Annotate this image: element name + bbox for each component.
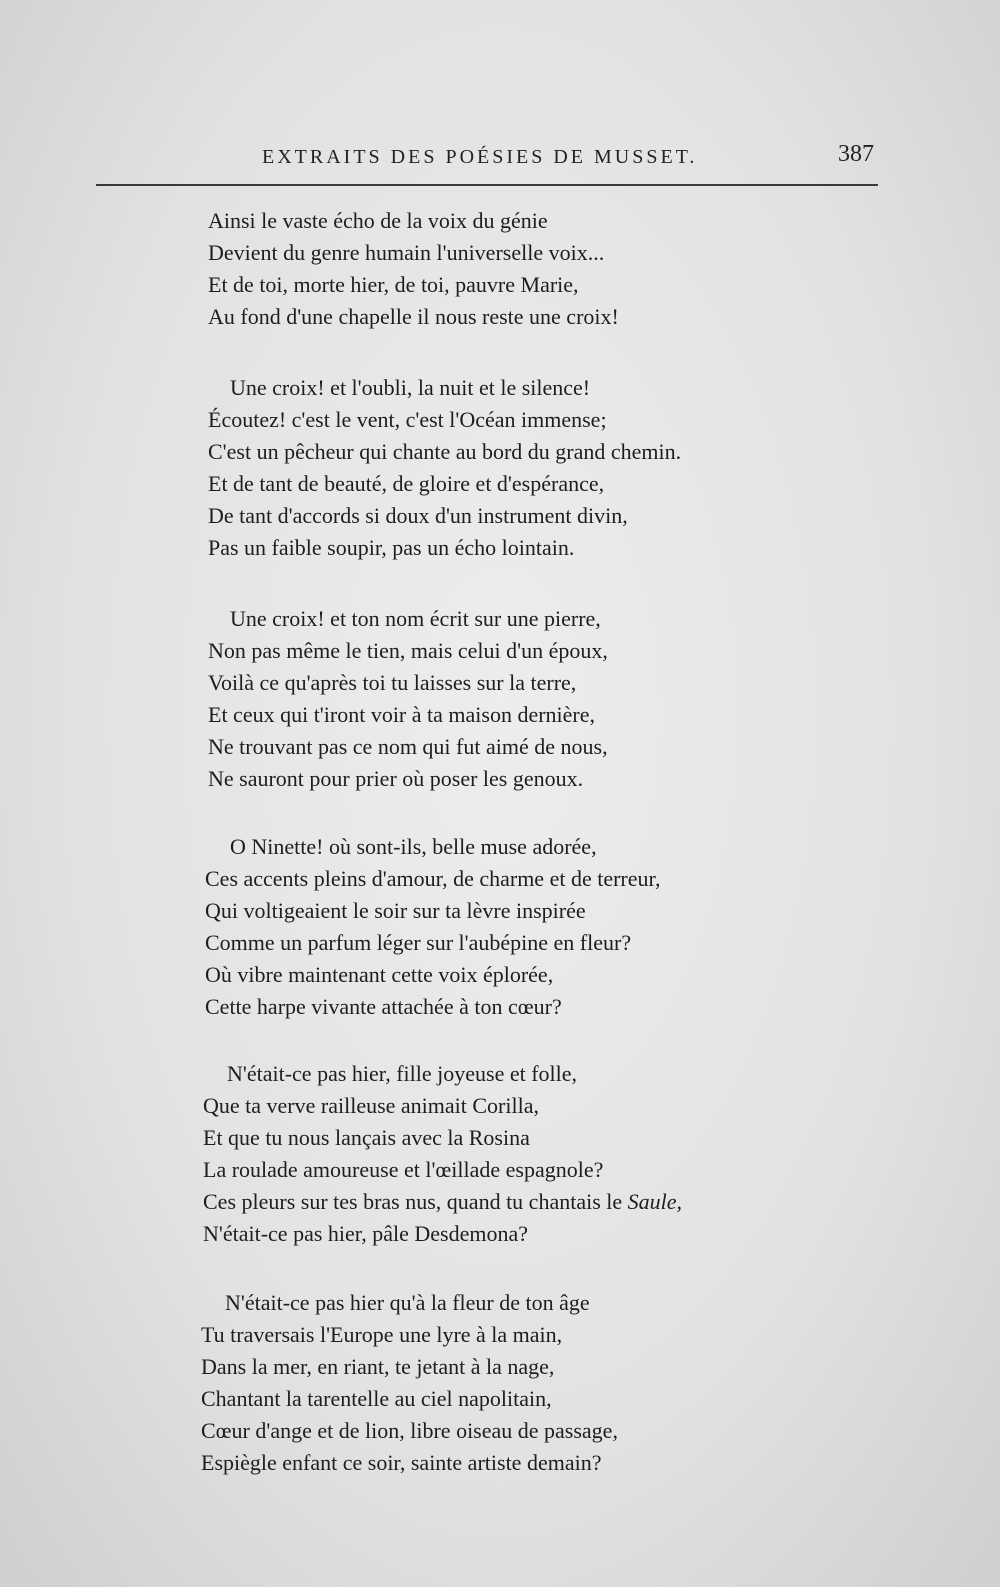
verse-line: Ainsi le vaste écho de la voix du génie bbox=[208, 208, 548, 233]
verse-line: Une croix! et ton nom écrit sur une pierre, bbox=[230, 606, 601, 631]
verse-line: Devient du genre humain l'universelle voix... bbox=[208, 240, 605, 265]
running-title: EXTRAITS DES POÉSIES DE MUSSET. bbox=[262, 146, 698, 168]
verse-line bbox=[203, 1188, 682, 1216]
verse-line: Ne sauront pour prier où poser les genoux. bbox=[208, 766, 584, 791]
verse-line: Dans la mer, en riant, te jetant à la nage, bbox=[201, 1354, 555, 1379]
verse-line: N'était-ce pas hier, pâle Desdemona? bbox=[203, 1221, 528, 1246]
verse-line: Qui voltigeaient le soir sur ta lèvre inspirée bbox=[205, 898, 586, 923]
verse-line: Espiègle enfant ce soir, sainte artiste demain? bbox=[201, 1450, 602, 1475]
verse-line: Cette harpe vivante attachée à ton cœur? bbox=[205, 994, 562, 1019]
verse-line: Écoutez! c'est le vent, c'est l'Océan immense; bbox=[208, 407, 607, 432]
verse-line: La roulade amoureuse et l'œillade espagnole? bbox=[203, 1157, 604, 1182]
verse-line: O Ninette! où sont-ils, belle muse adorée, bbox=[230, 834, 597, 859]
verse-line: Et ceux qui t'iront voir à ta maison dernière, bbox=[208, 702, 596, 727]
italic-title-saule: Saule, bbox=[627, 1189, 683, 1214]
verse-line: Et que tu nous lançais avec la Rosina bbox=[203, 1125, 530, 1150]
verse-line: Une croix! et l'oubli, la nuit et le silence! bbox=[230, 375, 591, 400]
verse-line: Tu traversais l'Europe une lyre à la main, bbox=[201, 1322, 563, 1347]
verse-line: Non pas même le tien, mais celui d'un époux, bbox=[208, 638, 608, 663]
verse-line: Pas un faible soupir, pas un écho lointain. bbox=[208, 535, 575, 560]
verse-line: De tant d'accords si doux d'un instrument divin, bbox=[208, 503, 628, 528]
verse-line: Et de tant de beauté, de gloire et d'espérance, bbox=[208, 471, 605, 496]
verse-line: Chantant la tarentelle au ciel napolitain, bbox=[201, 1386, 552, 1411]
header-rule bbox=[96, 184, 878, 186]
verse-line: Et de toi, morte hier, de toi, pauvre Marie, bbox=[208, 272, 579, 297]
verse-line: C'est un pêcheur qui chante au bord du grand chemin. bbox=[208, 439, 682, 464]
verse-line: Où vibre maintenant cette voix éplorée, bbox=[205, 962, 554, 987]
verse-line: Comme un parfum léger sur l'aubépine en fleur? bbox=[205, 930, 632, 955]
verse-line: Au fond d'une chapelle il nous reste une croix! bbox=[208, 304, 619, 329]
verse-line: Ces accents pleins d'amour, de charme et de terreur, bbox=[205, 866, 661, 891]
verse-line: Voilà ce qu'après toi tu laisses sur la terre, bbox=[208, 670, 577, 695]
page-number: 387 bbox=[838, 141, 874, 167]
verse-line: N'était-ce pas hier, fille joyeuse et folle, bbox=[227, 1061, 578, 1086]
verse-line: Ne trouvant pas ce nom qui fut aimé de nous, bbox=[208, 734, 608, 759]
verse-line: N'était-ce pas hier qu'à la fleur de ton âge bbox=[225, 1290, 590, 1315]
verse-line-text: Ces pleurs sur tes bras nus, quand tu chantais le bbox=[203, 1189, 628, 1214]
page-header bbox=[96, 140, 878, 180]
verse-line: Cœur d'ange et de lion, libre oiseau de passage, bbox=[201, 1418, 618, 1443]
verse-line: Que ta verve railleuse animait Corilla, bbox=[203, 1093, 539, 1118]
